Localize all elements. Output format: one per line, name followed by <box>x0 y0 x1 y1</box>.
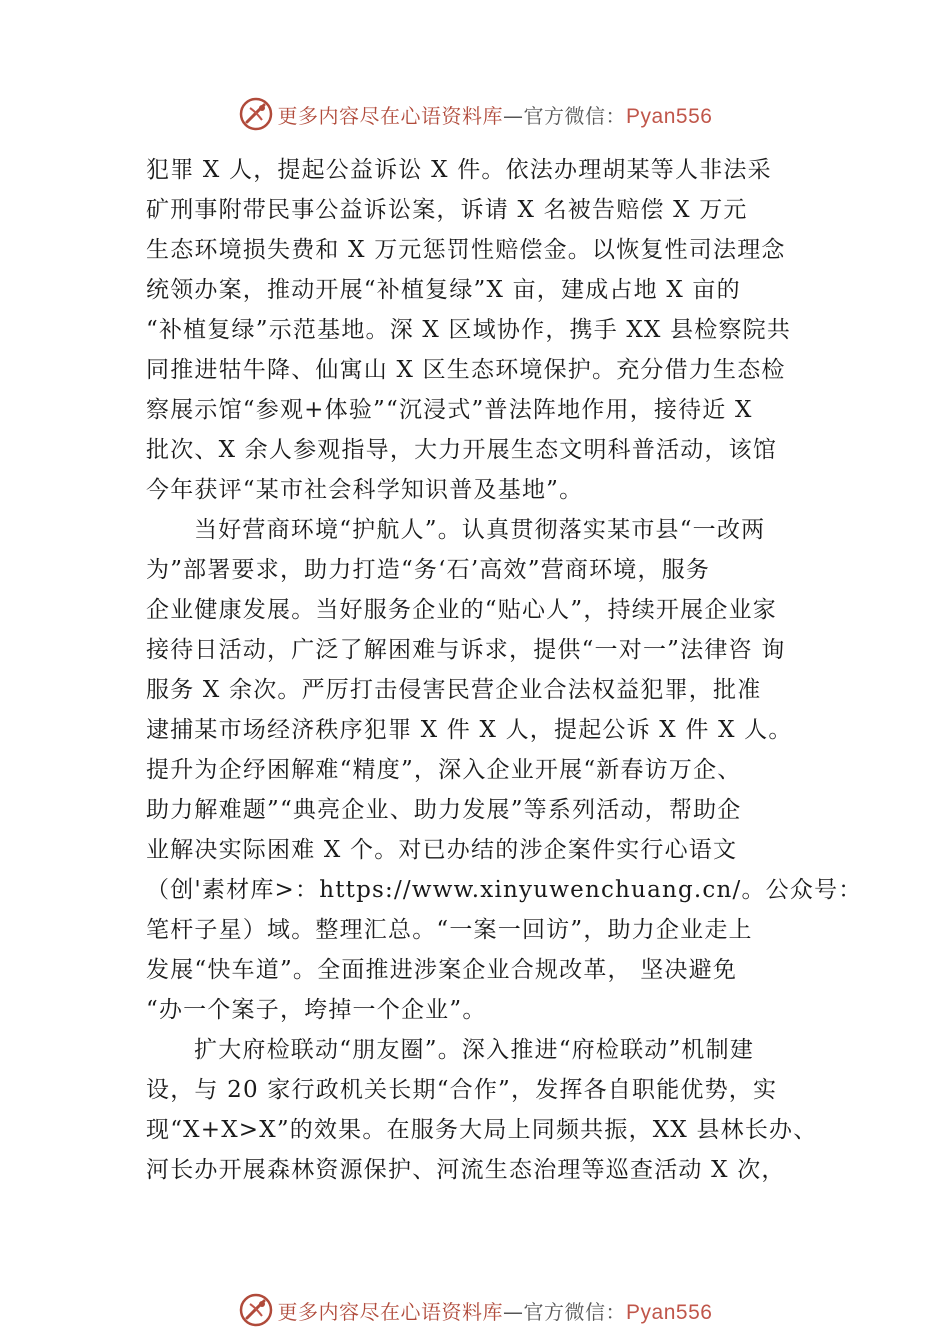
body-text-line: 笔杆子星）域。整理汇总。“一案一回访”，助力企业走上 <box>146 917 753 943</box>
body-text-line: 现“X+X>X”的效果。在服务大局上同频共振，XX 县林长办、 <box>146 1117 818 1143</box>
body-text-line: 助力解难题”“典亮企业、助力发展”等系列活动，帮助企 <box>146 797 742 823</box>
body-text-line: （创'素材库>：https://www.xinyuwenchuang.cn/。公众号： <box>146 877 863 903</box>
body-text-line: 服务 X 余次。严厉打击侵害民营企业合法权益犯罪，批准 <box>146 677 762 703</box>
body-text-line: 生态环境损失费和 X 万元惩罚性赔偿金。以恢复性司法理念 <box>146 237 786 263</box>
body-text-line: 发展“快车道”。全面推进涉案企业合规改革， 坚决避免 <box>146 957 738 983</box>
body-text-line: 为”部署要求，助力打造“务‘石’高效”营商环境，服务 <box>146 557 711 583</box>
body-text-line: 批次、X 余人参观指导，大力开展生态文明科普活动，该馆 <box>146 437 778 463</box>
body-text-line: 矿刑事附带民事公益诉讼案，诉请 X 名被告赔偿 X 万元 <box>146 197 748 223</box>
body-text-line: 逮捕某市场经济秩序犯罪 X 件 X 人，提起公诉 X 件 X 人。 <box>146 717 793 743</box>
banner-wechat-id: Pyan556 <box>626 1300 713 1324</box>
banner-site-name: 更多内容尽在心语资料库 <box>277 1299 504 1324</box>
body-text-line: 同推进牯牛降、仙寓山 X 区生态环境保护。充分借力生态检 <box>146 357 786 383</box>
body-text-line: 接待日活动，广泛了解困难与诉求，提供“一对一”法律咨 询 <box>146 637 786 663</box>
banner-site-name: 更多内容尽在心语资料库 <box>277 103 504 128</box>
banner-wechat-label: —官方微信： <box>503 103 627 128</box>
body-text-line: 扩大府检联动“朋友圈”。深入推进“府检联动”机制建 <box>194 1037 755 1063</box>
body-text-line: 当好营商环境“护航人”。认真贯彻落实某市县“一改两 <box>194 517 766 543</box>
body-text-line: 企业健康发展。当好服务企业的“贴心人”，持续开展企业家 <box>146 597 777 623</box>
body-text-line: 察展示馆“参观+体验”“沉浸式”普法阵地作用，接待近 X <box>146 397 753 423</box>
banner-wechat-id: Pyan556 <box>626 104 713 128</box>
header-watermark <box>0 94 950 134</box>
body-text-line: “办一个案子，垮掉一个企业”。 <box>146 997 487 1023</box>
body-text-line: “补植复绿”示范基地。深 X 区域协作，携手 XX 县检察院共 <box>146 317 792 343</box>
body-text-line: 提升为企纾困解难“精度”，深入企业开展“新春访万企、 <box>146 757 742 783</box>
body-text-line: 今年获评“某市社会科学知识普及基地”。 <box>146 477 584 503</box>
body-text-line: 河长办开展森林资源保护、河流生态治理等巡查活动 X 次， <box>146 1157 786 1183</box>
seal-logo-icon <box>238 96 274 132</box>
body-text-line: 业解决实际困难 X 个。对已办结的涉企案件实行心语文 <box>146 837 738 863</box>
banner-wechat-label: —官方微信： <box>503 1299 627 1324</box>
body-text-line: 统领办案，推动开展“补植复绿”X 亩，建成占地 X 亩的 <box>146 277 741 303</box>
footer-watermark <box>0 1290 950 1330</box>
body-text-line: 设，与 20 家行政机关长期“合作”，发挥各自职能优势，实 <box>146 1077 778 1103</box>
body-text-line: 犯罪 X 人，提起公益诉讼 X 件。依法办理胡某等人非法采 <box>146 157 772 183</box>
document-body <box>146 150 863 1190</box>
seal-logo-icon <box>238 1292 274 1328</box>
